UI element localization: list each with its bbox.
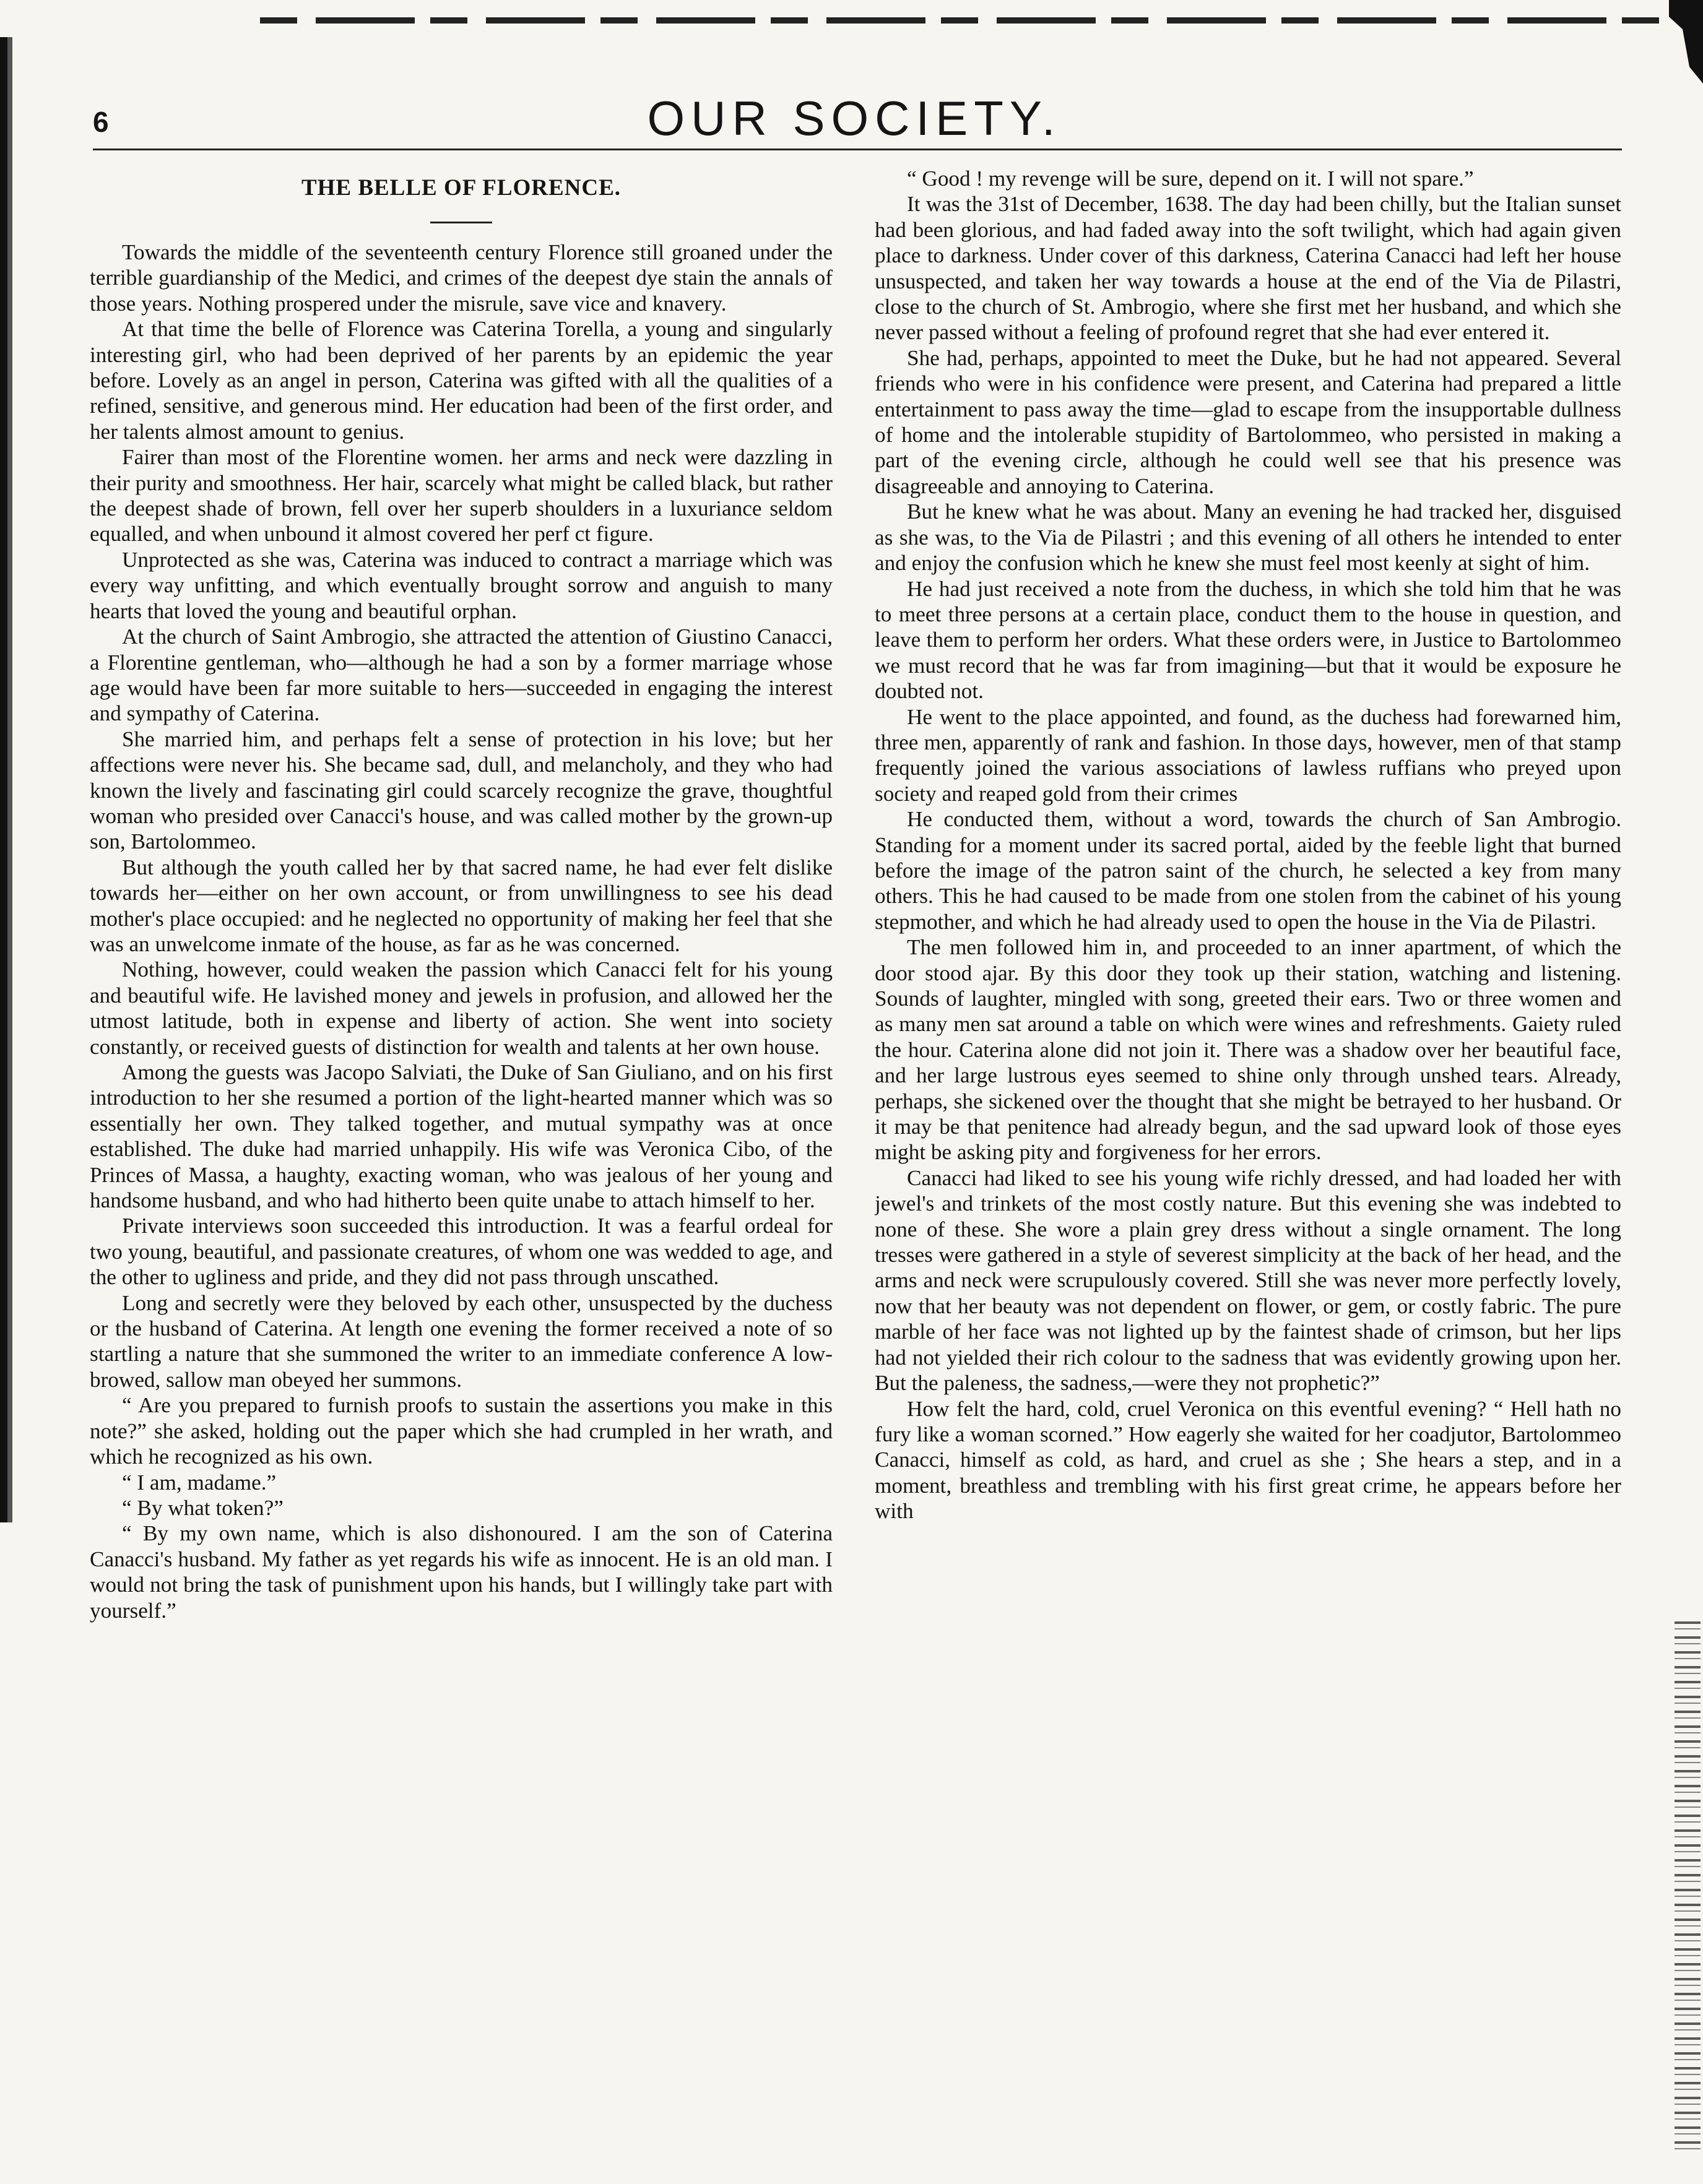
header-rule (93, 149, 1622, 150)
paragraph: Nothing, however, could weaken the passion which Canacci felt for his young and beautiful wife. He lavished money and jewels in profusion, and allowed her the utmost latitude, both in expense and liberty of action. She went into society constantly, or received guests of distinction for wealth and talents at her own house. (90, 957, 833, 1059)
paragraph: Unprotected as she was, Caterina was induced to contract a marriage which was every way unfitting, and which eventually brought sorrow and anguish to many hearts that loved the young and beautiful orphan. (90, 547, 833, 623)
left-column-text (90, 240, 833, 1623)
right-column (875, 166, 1621, 2146)
scan-border-left (0, 37, 12, 1522)
right-column-text (875, 166, 1621, 1524)
paragraph: It was the 31st of December, 1638. The day had been chilly, but the Italian sunset had been glorious, and had faded away into the soft twilight, which had again given place to darkness. Under cover of this darkness, Caterina Canacci had left her house unsuspected, and taken her way towards a house at the end of the Via de Pilastri, close to the church of St. Ambrogio, where she first met her husband, and which she never passed without a feeling of profound regret that she had ever entered it. (875, 192, 1621, 345)
page-header (93, 93, 1616, 155)
paragraph: “ I am, madame.” (122, 1470, 277, 1495)
paragraph: Canacci had liked to see his young wife richly dressed, and had loaded her with jewel's and trinkets of the most costly nature. But this evening she was indebted to none of these. She wore a plain grey dress without a single ornament. The long tresses were gathered in a style of severest simplicity at the back of her head, and the arms and neck were scrupulously covered. Still she was never more perfectly lovely, now that her beauty was not dependent on flower, or gem, or costly fabric. The pure marble of her face was not lighted up by the faintest shade of crimson, but her lips had not yielded their rich colour to the sadness that was evidently growing upon her. But the paleness, the sadness,—were they not prophetic?” (875, 1165, 1621, 1396)
scan-border-top (260, 17, 1702, 24)
scan-edge-right (1675, 1621, 1701, 2154)
paragraph: “ Are you prepared to furnish proofs to sustain the assertions you make in this note?” she asked, holding out the paper which she had crumpled in her wrath, and which he recognized as his own. (90, 1393, 833, 1469)
paragraph: Towards the middle of the seventeenth century Florence still groaned under the terrible guardianship of the Medici, and crimes of the deepest dye stain the annals of those years. Nothing prospered under the misrule, save vice and knavery. (90, 240, 833, 316)
paragraph: “ Good ! my revenge will be sure, depend on it. I will not spare.” (907, 166, 1474, 191)
paragraph: How felt the hard, cold, cruel Veronica on this eventful evening? “ Hell hath no fury like a woman scorned.” How eagerly she waited for her coadjutor, Bartolommeo Canacci, himself as cold, as hard, and cruel as she ; She hears a step, and in a moment, breathless and trembling with his first great crime, he appears before her with (875, 1396, 1621, 1524)
paragraph: But he knew what he was about. Many an evening he had tracked her, disguised as she was, to the Via de Pilastri ; and this evening of all others he intended to enter and enjoy the confusion which he knew she must feel most keenly at sight of him. (875, 499, 1621, 576)
paragraph: Private interviews soon succeeded this introduction. It was a fearful ordeal for two young, beautiful, and passionate creatures, of whom one was wedded to age, and the other to ugliness and pride, and they did not pass through unscathed. (90, 1214, 833, 1290)
paragraph: Among the guests was Jacopo Salviati, the Duke of San Giuliano, and on his first introduction to her she resumed a portion of the light-hearted manner which was so essentially her own. They talked together, and mutual sympathy was at once established. The duke had married unhappily. His wife was Veronica Cibo, of the Princes of Massa, a haughty, exacting woman, who was jealous of her young and handsome husband, and who had hitherto been quite unabe to attach himself to her. (90, 1060, 833, 1213)
title-divider (430, 222, 492, 223)
paragraph: The men followed him in, and proceeded to an inner apartment, of which the door stood ajar. By this door they took up their station, watching and listening. Sounds of laughter, mingled with song, greeted their ears. Two or three women and as many men sat around a table on which were wines and refreshments. Gaiety ruled the hour. Caterina alone did not join it. There was a shadow over her beautiful face, and her large lustrous eyes seemed to shine only through unshed tears. Already, perhaps, she sickened over the thought that she might be betrayed to her husband. Or it may be that penitence had already begun, and the sad upward look of those eyes might be asking pity and forgiveness for her errors. (875, 935, 1621, 1165)
paragraph: But although the youth called her by that sacred name, he had ever felt dislike towards her—either on her own account, or from unwillingness to see his dead mother's place occupied: and he neglected no opportunity of making her feel that she was an unwelcome inmate of the house, as far as he was concerned. (90, 855, 833, 956)
paragraph: She had, perhaps, appointed to meet the Duke, but he had not appeared. Several friends who were in his confidence were present, and Caterina had prepared a little entertainment to pass away the time—glad to escape from the insupportable dullness of home and the intolerable stupidity of Bartolommeo, who persisted in making a part of the evening circle, although he could well see that his presence was disagreeable and annoying to Caterina. (875, 345, 1621, 498)
left-column (90, 166, 833, 2146)
paragraph: At the church of Saint Ambrogio, she attracted the attention of Giustino Canacci, a Florentine gentleman, who—although he had a son by a former marriage whose age would have been far more suitable to hers—succeeded in engaging the interest and sympathy of Caterina. (90, 624, 833, 726)
paragraph: “ By what token?” (122, 1495, 284, 1520)
paragraph: He conducted them, without a word, towards the church of San Ambrogio. Standing for a moment under its sacred portal, aided by the feeble light that burned before the image of the patron saint of the church, he selected a key from many others. This he had caused to be made from one stolen from the cabinet of his young stepmother, and which he had already used to open the house in the Via de Pilastri. (875, 807, 1621, 934)
paragraph: At that time the belle of Florence was Caterina Torella, a young and singularly interesting girl, who had been deprived of her parents by an epidemic the year before. Lovely as an angel in person, Caterina was gifted with all the qualities of a refined, sensitive, and generous mind. Her education had been of the first order, and her talents almost amount to genius. (90, 317, 833, 444)
paragraph: She married him, and perhaps felt a sense of protection in his love; but her affections were never his. She became sad, dull, and melancholy, and they who had known the lively and fascinating girl could scarcely recognize the grave, thoughtful woman who presided over Canacci's house, and was called mother by the grown-up son, Bartolommeo. (90, 727, 833, 854)
page-number: 6 (93, 106, 109, 138)
paragraph: “ By my own name, which is also dishonoured. I am the son of Caterina Canacci's husband. My father as yet regards his wife as innocent. He is an old man. I would not bring the task of punishment upon his hands, but I willingly take part with yourself.” (90, 1521, 833, 1623)
article-title: THE BELLE OF FLORENCE. (301, 175, 622, 201)
paragraph: He had just received a note from the duchess, in which she told him that he was to meet three persons at a certain place, conduct them to the house in question, and leave them to perform her orders. What these orders were, in Justice to Bartolommeo we must record that he was far from imagining—but that it would be exposure he doubted not. (875, 576, 1621, 704)
scan-corner-mark (1669, 0, 1703, 84)
paragraph: Fairer than most of the Florentine women. her arms and neck were dazzling in their purity and smoothness. Her hair, scarcely what might be called black, but rather the deepest shade of brown, fell over her superb shoulders in a luxuriance seldom equalled, and when unbound it almost covered her perf ct figure. (90, 445, 833, 546)
paragraph: He went to the place appointed, and found, as the duchess had forewarned him, three men, apparently of rank and fashion. In those days, however, men of that stamp frequently joined the various associations of lawless ruffians who preyed upon society and reaped gold from their crimes (875, 704, 1621, 806)
masthead-title: OUR SOCIETY. (647, 91, 1062, 145)
paragraph: Long and secretly were they beloved by each other, unsuspected by the duchess or the husband of Caterina. At length one evening the former received a note of so startling a nature that she summoned the writer to an immediate conference A low-browed, sallow man obeyed her summons. (90, 1290, 833, 1392)
